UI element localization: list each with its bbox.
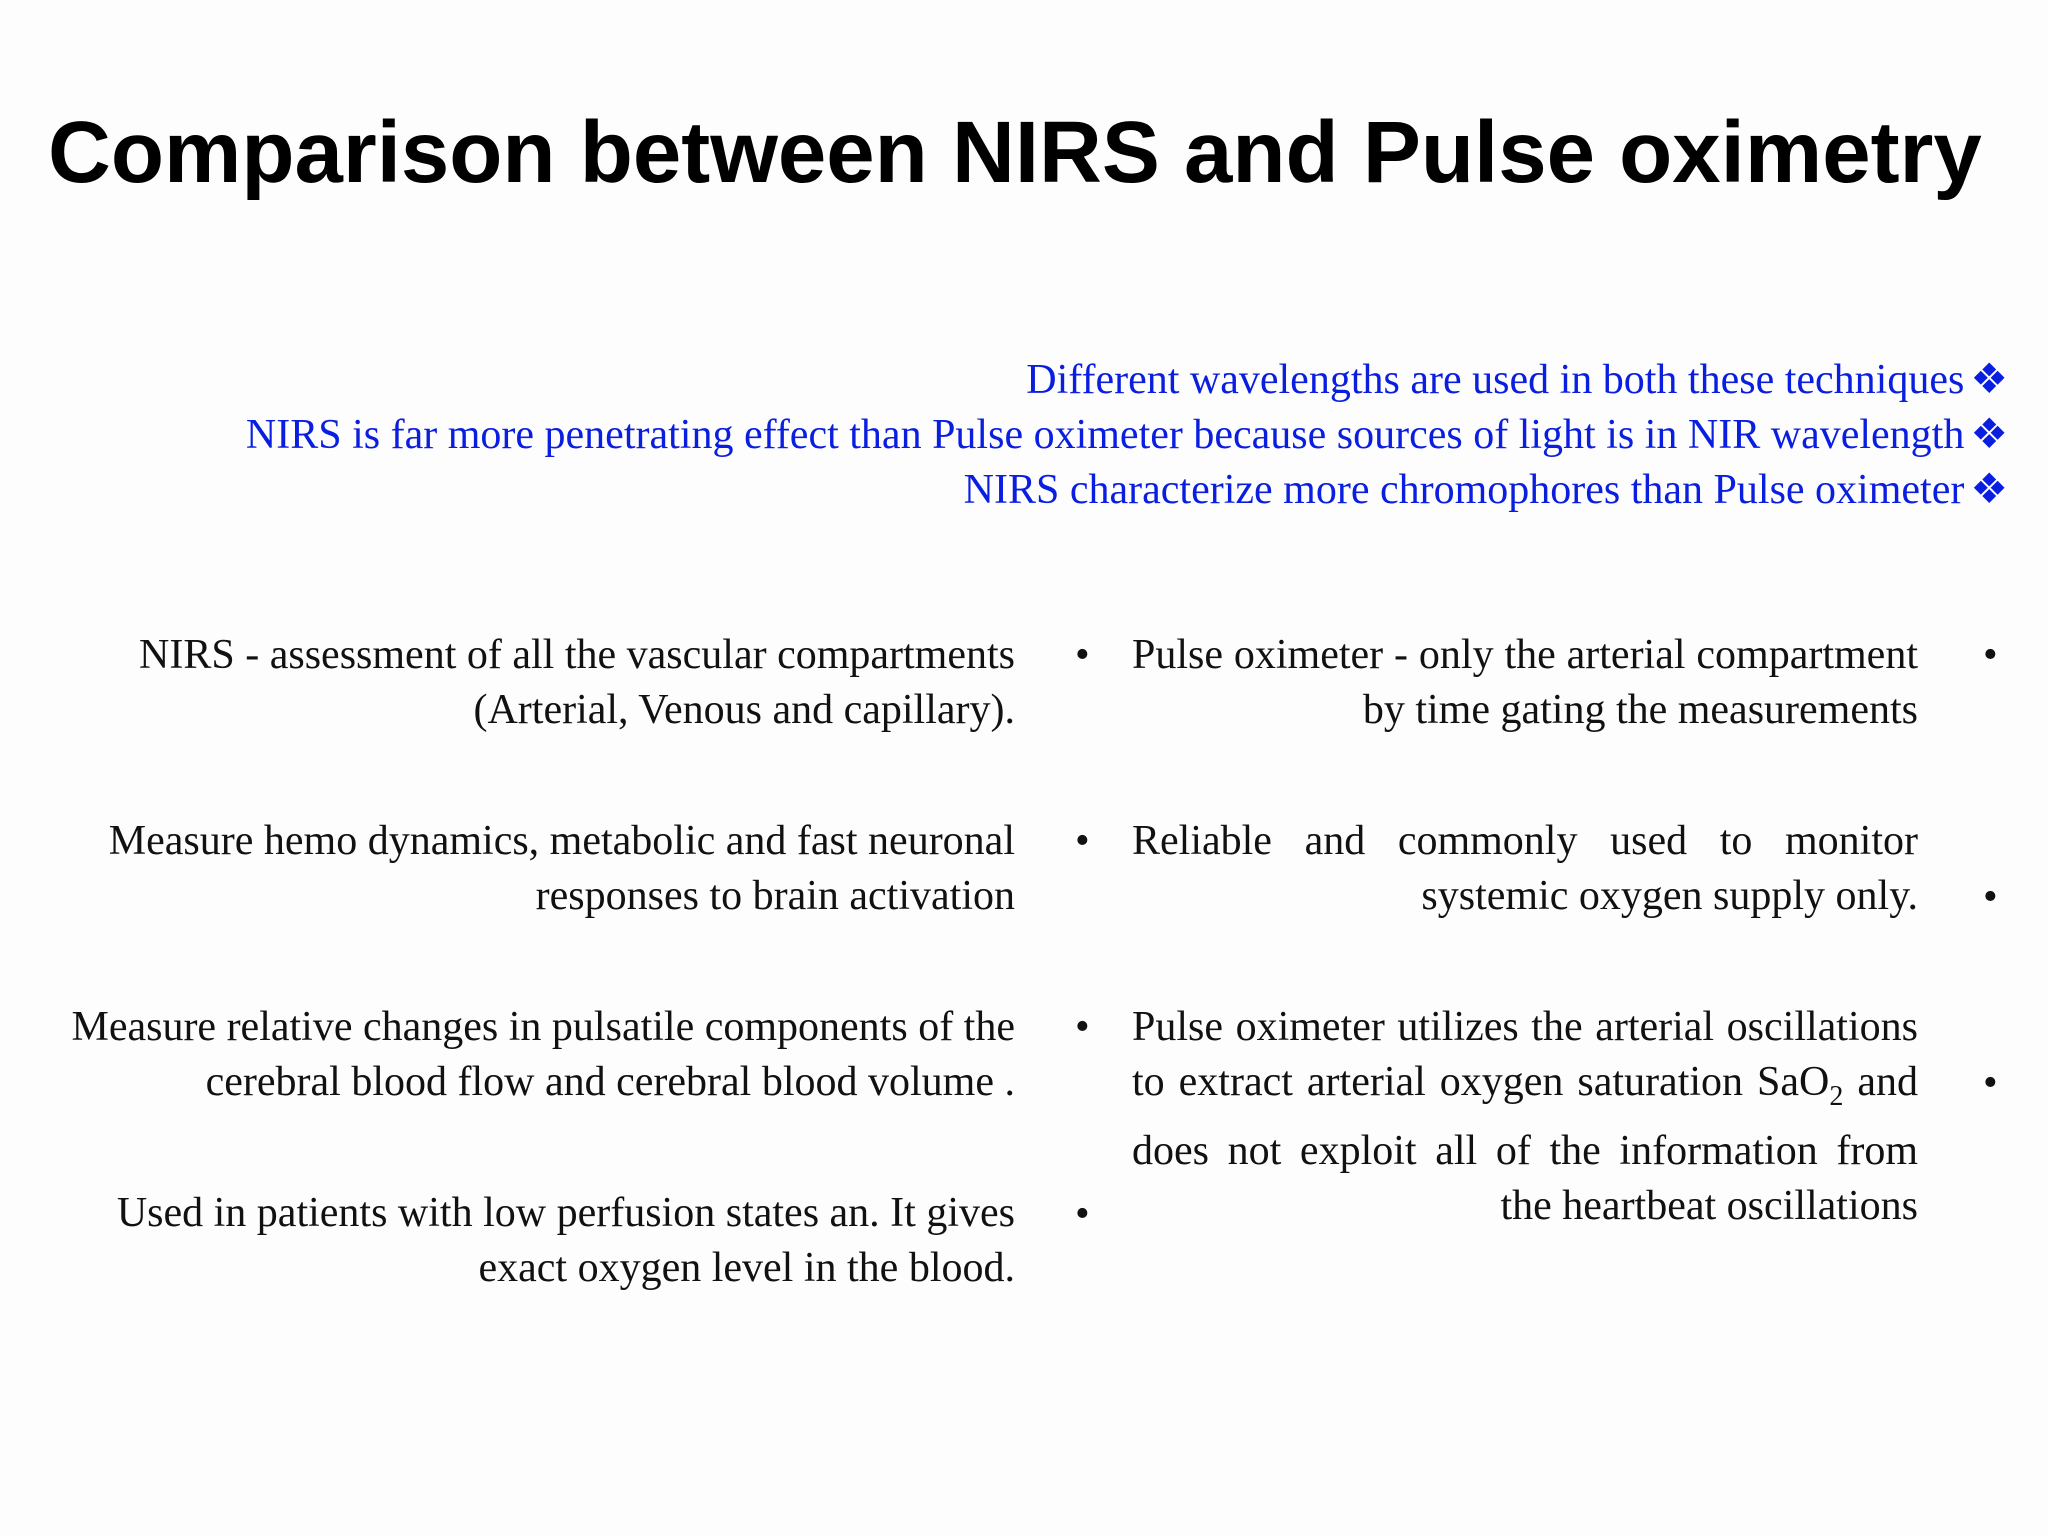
diamond-bullet-icon: ❖: [1970, 467, 2008, 513]
pulse-point: [1132, 628, 1918, 738]
nirs-point: [20, 814, 1015, 924]
nirs-point: [20, 1186, 1015, 1296]
summary-item-text: NIRS characterize more chromophores than Pulse oximeter: [963, 467, 1965, 513]
summary-item-text: Different wavelengths are used in both these techniques: [1026, 357, 1965, 403]
nirs-bullet: •: [1075, 1191, 1090, 1237]
pulse-point-text-after: and does not exploit all of the information from the heartbeat oscillations: [1132, 1059, 1918, 1229]
slide-title: Comparison between NIRS and Pulse oximetry: [48, 104, 1982, 201]
nirs-point-text: Used in patients with low perfusion states an. It gives exact oxygen level in the blood.: [116, 1190, 1015, 1291]
pulse-point-text-before: Pulse oximeter utilizes the arterial oscillations to extract arterial oxygen saturation SaO: [1132, 1004, 1918, 1105]
pulse-bullet: •: [1983, 1060, 1998, 1106]
nirs-point: [20, 628, 1015, 738]
summary-item-text: NIRS is far more penetrating effect than Pulse oximeter because sources of light is in NIR wavelength: [245, 412, 1965, 458]
pulse-bullet: •: [1983, 632, 1998, 678]
pulse-bullet: •: [1983, 874, 1998, 920]
pulse-point-subscript: 2: [1829, 1081, 1844, 1112]
pulse-point-text: Pulse oximeter - only the arterial compartment by time gating the measurements: [1132, 632, 1918, 733]
nirs-point: [20, 1000, 1015, 1110]
nirs-bullet: •: [1075, 632, 1090, 678]
pulse-point: [1132, 814, 1918, 924]
summary-item: [246, 463, 2008, 518]
summary-item: [246, 353, 2008, 408]
nirs-point-text: Measure hemo dynamics, metabolic and fast neuronal responses to brain activation: [108, 818, 1015, 919]
comparison-summary-list: [246, 353, 2008, 518]
nirs-point-text: NIRS - assessment of all the vascular compartments (Arterial, Venous and capillary).: [139, 632, 1015, 733]
summary-item: [246, 408, 2008, 463]
pulse-point-text: Reliable and commonly used to monitor systemic oxygen supply only.: [1132, 818, 1918, 919]
nirs-bullet: •: [1075, 818, 1090, 864]
diamond-bullet-icon: ❖: [1970, 357, 2008, 403]
nirs-point-text: Measure relative changes in pulsatile components of the cerebral blood flow and cerebral blood volume .: [71, 1004, 1015, 1105]
pulse-point-text: [1132, 1000, 1918, 1234]
pulse-oximetry-column: [1132, 628, 1918, 1234]
nirs-column: [20, 628, 1015, 1296]
nirs-bullet: •: [1075, 1004, 1090, 1050]
diamond-bullet-icon: ❖: [1970, 412, 2008, 458]
pulse-point: [1132, 1000, 1918, 1234]
